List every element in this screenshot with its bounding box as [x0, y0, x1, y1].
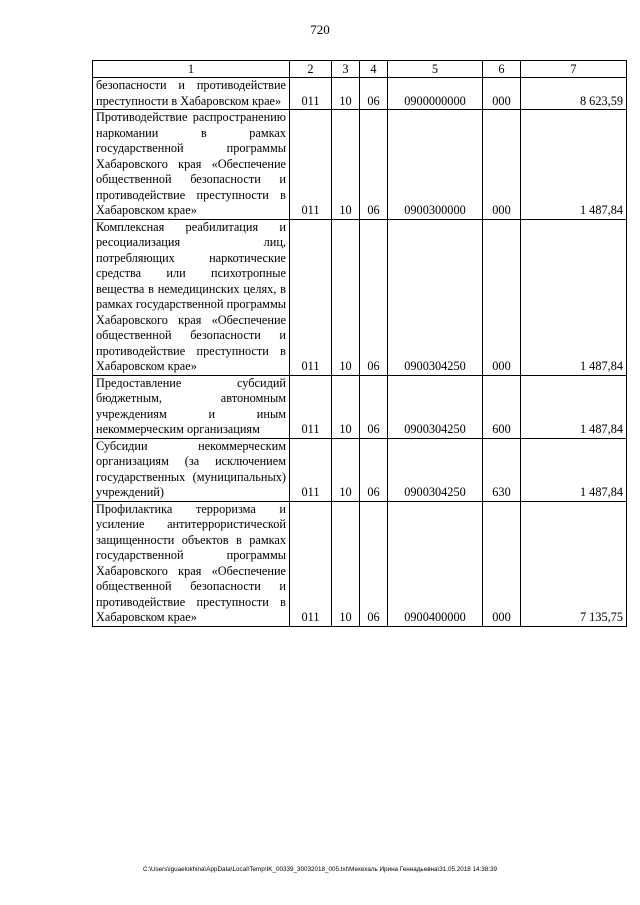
- row-subsection-code: 06: [360, 375, 388, 438]
- budget-table: [92, 60, 627, 627]
- row-name: Противодействие распространению наркомании в рамках государственной программы Хабаровского края «Обеспечение общественной безопасности и противодействие преступности в Хабаровском крае»: [93, 110, 290, 220]
- row-target-article: 0900400000: [388, 501, 483, 626]
- row-ministry-code: 011: [290, 375, 332, 438]
- header-col-2: 2: [290, 61, 332, 78]
- page-number: 720: [310, 22, 330, 37]
- row-section-code: 10: [332, 501, 360, 626]
- table-row: [93, 219, 627, 375]
- table-row: [93, 375, 627, 438]
- header-col-7: 7: [521, 61, 627, 78]
- table-header: [93, 61, 627, 78]
- row-expense-type: 000: [483, 110, 521, 220]
- row-ministry-code: 011: [290, 110, 332, 220]
- row-target-article: 0900304250: [388, 219, 483, 375]
- row-section-code: 10: [332, 110, 360, 220]
- row-subsection-code: 06: [360, 219, 388, 375]
- row-subsection-code: 06: [360, 78, 388, 110]
- row-target-article: 0900000000: [388, 78, 483, 110]
- row-ministry-code: 011: [290, 219, 332, 375]
- table-row: [93, 501, 627, 626]
- row-section-code: 10: [332, 375, 360, 438]
- row-expense-type: 600: [483, 375, 521, 438]
- table-row: [93, 110, 627, 220]
- header-col-6: 6: [483, 61, 521, 78]
- row-name: Профилактика терроризма и усиление антитеррористической защищенности объектов в рамках государственной программы Хабаровского края «Обеспечение общественной безопасности и противодействие преступности в Хабаровском крае»: [93, 501, 290, 626]
- row-section-code: 10: [332, 78, 360, 110]
- row-expense-type: 000: [483, 501, 521, 626]
- row-amount: 7 135,75: [521, 501, 627, 626]
- table-row: [93, 78, 627, 110]
- row-ministry-code: 011: [290, 78, 332, 110]
- footer-file-path: C:\Users\iguaelokhina\AppData\Local\Temp\IK_00339_30032018_005.txt\Мехехаль Ирина Геннадьевна\31.05.2018 14:38:39: [142, 866, 498, 873]
- table-body: [93, 78, 627, 627]
- row-ministry-code: 011: [290, 438, 332, 501]
- row-amount: 1 487,84: [521, 438, 627, 501]
- header-col-3: 3: [332, 61, 360, 78]
- row-subsection-code: 06: [360, 110, 388, 220]
- row-name: Комплексная реабилитация и ресоциализация лиц, потребляющих наркотические средства или психотропные вещества в немедицинских целях, в рамках государственной программы Хабаровского края «Обеспечение общественной безопасности и противодействие преступности в Хабаровском крае»: [93, 219, 290, 375]
- row-target-article: 0900304250: [388, 438, 483, 501]
- row-section-code: 10: [332, 438, 360, 501]
- header-col-5: 5: [388, 61, 483, 78]
- row-target-article: 0900304250: [388, 375, 483, 438]
- row-amount: 1 487,84: [521, 110, 627, 220]
- row-expense-type: 000: [483, 78, 521, 110]
- row-subsection-code: 06: [360, 438, 388, 501]
- row-ministry-code: 011: [290, 501, 332, 626]
- row-amount: 8 623,59: [521, 78, 627, 110]
- row-subsection-code: 06: [360, 501, 388, 626]
- row-name: Субсидии некоммерческим организациям (за исключением государственных (муниципальных) учреждений): [93, 438, 290, 501]
- row-amount: 1 487,84: [521, 375, 627, 438]
- header-col-4: 4: [360, 61, 388, 78]
- row-expense-type: 000: [483, 219, 521, 375]
- row-name: Предоставление субсидий бюджетным, автономным учреждениям и иным некоммерческим организациям: [93, 375, 290, 438]
- row-section-code: 10: [332, 219, 360, 375]
- table-row: [93, 438, 627, 501]
- header-col-1: 1: [93, 61, 290, 78]
- row-target-article: 0900300000: [388, 110, 483, 220]
- row-amount: 1 487,84: [521, 219, 627, 375]
- row-expense-type: 630: [483, 438, 521, 501]
- row-name: безопасности и противодействие преступности в Хабаровском крае»: [93, 78, 290, 110]
- header-row: [93, 61, 627, 78]
